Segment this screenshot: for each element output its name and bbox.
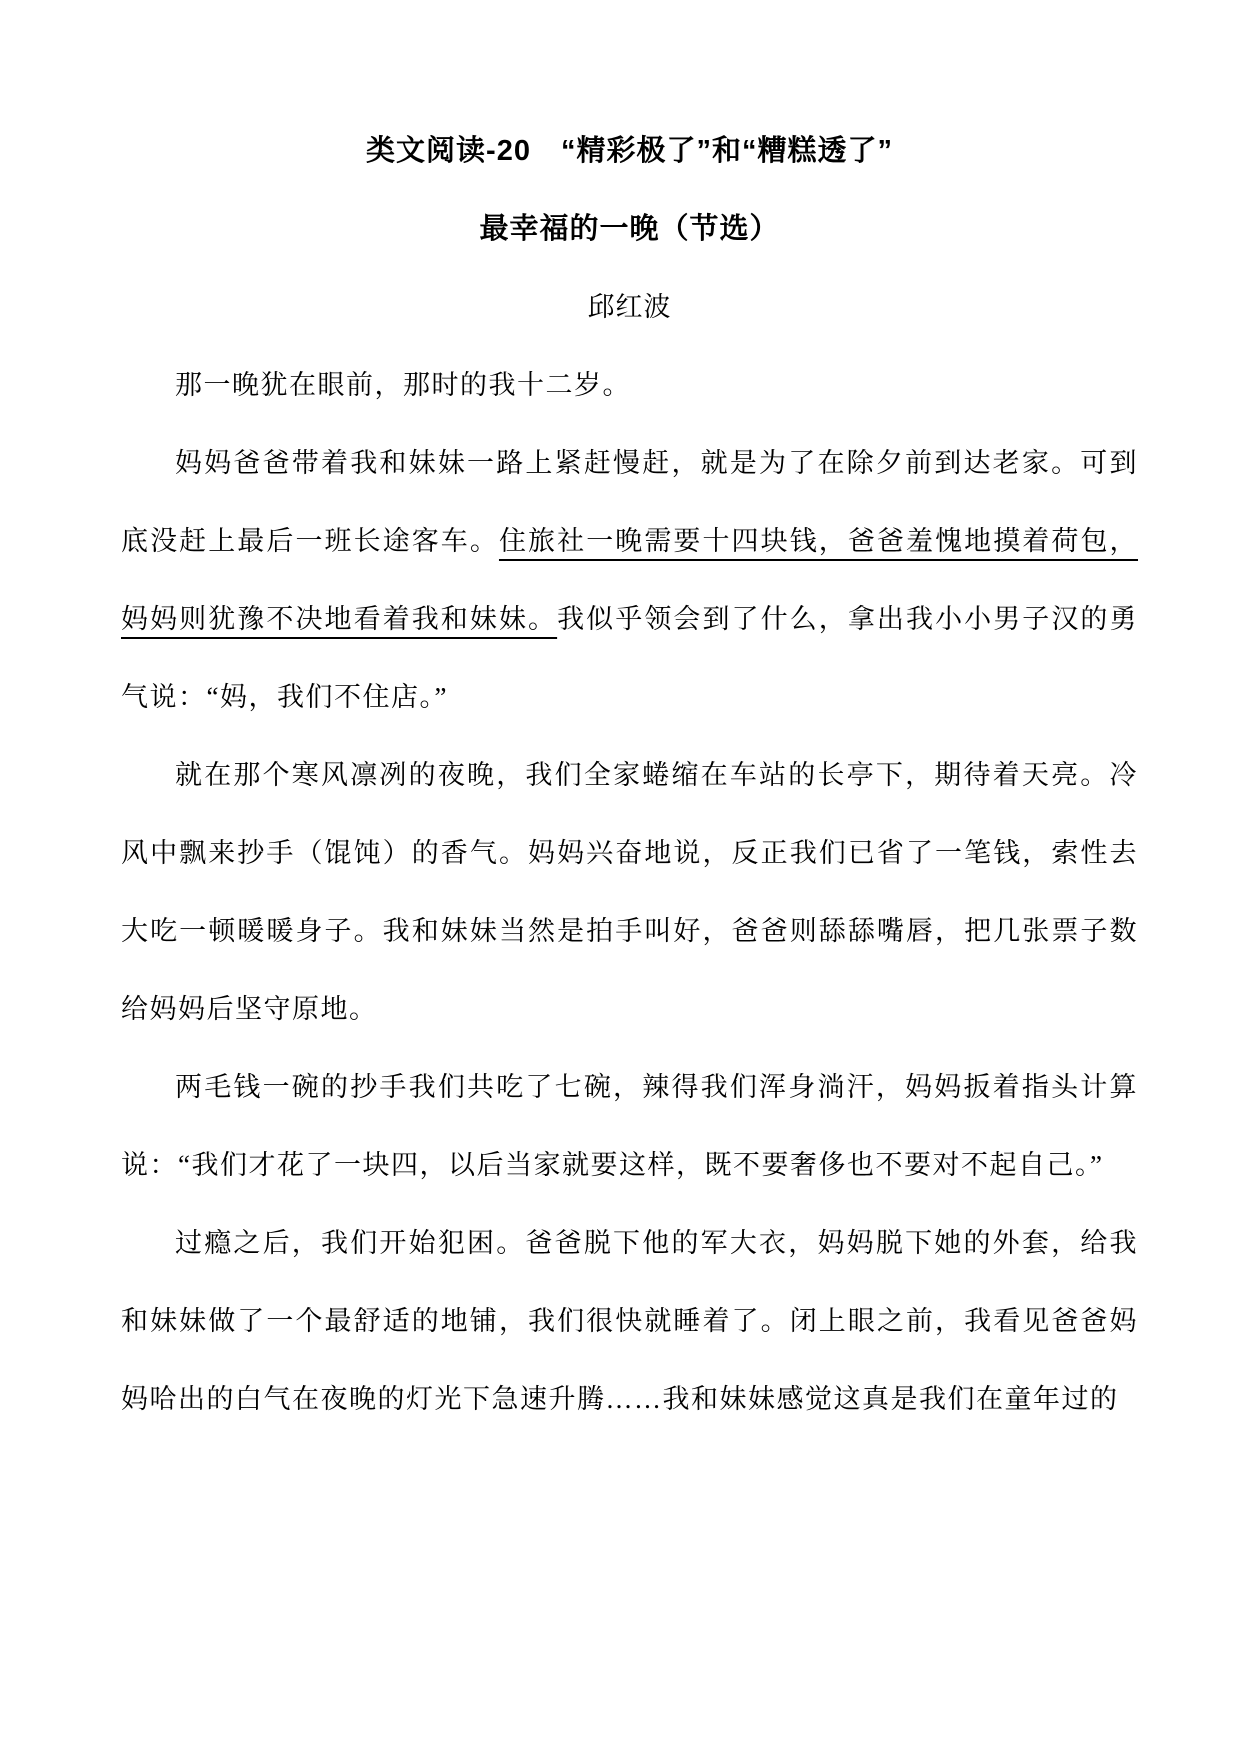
paragraph [121,424,1138,736]
author-name: 邱红波 [587,292,672,322]
text-segment: 过瘾之后，我们开始犯困。爸爸脱下他的军大衣，妈妈脱下她的外套，给我和妹妹做了一个最舒适的地铺，我们很快就睡着了。闭上眼之前，我看见爸爸妈妈哈出的白气在夜晚的灯光下急速升腾……我和妹妹感觉这真是我们在童年过的 [121,1228,1138,1414]
document-subtitle: 最幸福的一晚（节选） [479,213,780,245]
text-segment: 我似乎领会到了什么，拿出我小小男子汉的勇气说：“妈，我们不住店。” [121,604,1139,712]
text-segment: 妈妈爸爸带着我和妹妹一路上紧赶慢赶，就是为了在除夕前到达老家。可到底没赶上最后一班长途客车。 [121,448,1138,556]
article-body [121,346,1138,1438]
text-segment: 那一晚犹在眼前，那时的我十二岁。 [175,370,631,400]
paragraph [121,1048,1138,1204]
paragraph [121,1204,1138,1438]
text-segment: 两毛钱一碗的抄手我们共吃了七碗，辣得我们浑身淌汗，妈妈扳着指头计算说：“我们才花了一块四，以后当家就要这样，既不要奢侈也不要对不起自己。” [121,1072,1138,1180]
paragraph [121,736,1138,1048]
text-segment: 就在那个寒风凛冽的夜晚，我们全家蜷缩在车站的长亭下，期待着天亮。冷风中飘来抄手（馄饨）的香气。妈妈兴奋地说，反正我们已省了一笔钱，索性去大吃一顿暖暖身子。我和妹妹当然是拍手叫好，爸爸则舔舔嘴唇，把几张票子数给妈妈后坚守原地。 [121,760,1138,1024]
underlined-text: 住旅社一晚需要十四块钱，爸爸羞愧地摸着荷包，妈妈则犹豫不决地看着我和妹妹。 [121,526,1139,634]
paragraph [121,346,1138,424]
document-title: 类文阅读-20 “精彩极了”和“糟糕透了” [366,135,893,167]
